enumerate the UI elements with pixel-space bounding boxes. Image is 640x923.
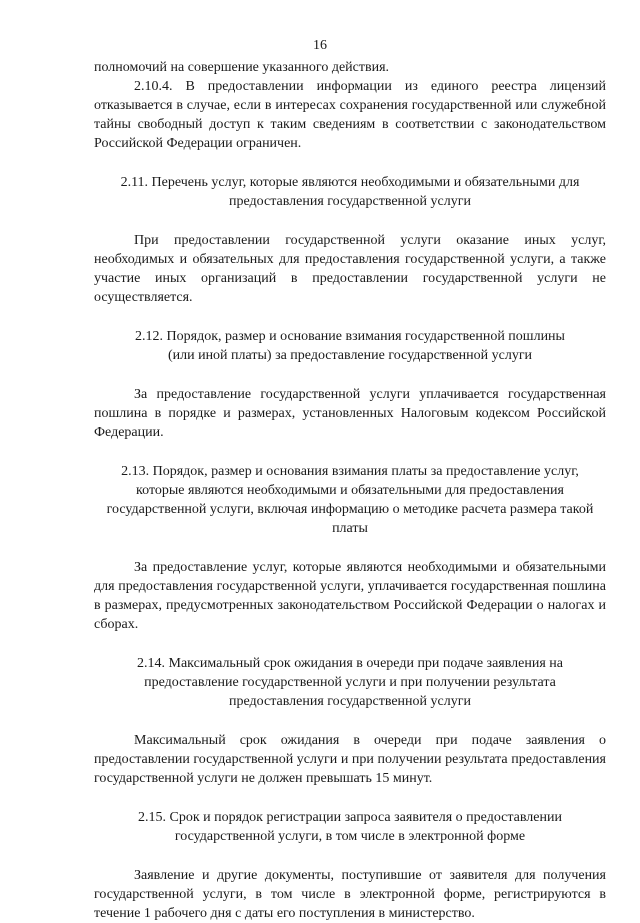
page-number: 16	[313, 38, 327, 53]
heading-2-15: 2.15. Срок и порядок регистрации запроса заявителя о предоставлении государственной услуги, в том числе в электронной форме	[138, 810, 562, 844]
paragraph-2-14: Максимальный срок ожидания в очереди при подаче заявления о предоставлении государственной услуги и при получении результата предоставления государственной услуги не должен превышать 15 минут.	[94, 733, 606, 786]
heading-2-14: 2.14. Максимальный срок ожидания в очереди при подаче заявления на предоставление государственной услуги и при получении результата предоставления государственной услуги	[137, 656, 563, 709]
document-body	[94, 58, 606, 923]
heading-2-11: 2.11. Перечень услуг, которые являются необходимыми и обязательными для предоставления государственной услуги	[120, 175, 580, 209]
heading-2-12: 2.12. Порядок, размер и основание взимания государственной пошлины (или иной платы) за предоставление государственной услуги	[135, 329, 565, 363]
paragraph-2-13: За предоставление услуг, которые являются необходимыми и обязательными для предоставления государственной услуги, уплачивается государственная пошлина в размерах, предусмотренных законодательством Российской Федерации о налогах и сборах.	[94, 560, 606, 632]
paragraph-2-10-4: 2.10.4. В предоставлении информации из единого реестра лицензий отказывается в случае, если в интересах сохранения государственной или служебной тайны свободный доступ к таким сведениям в соответствии с законодательством Российской Федерации ограничен.	[94, 79, 606, 151]
paragraph-2-12: За предоставление государственной услуги уплачивается государственная пошлина в порядке и размерах, установленных Налоговым кодексом Российской Федерации.	[94, 387, 606, 440]
paragraph-2-15: Заявление и другие документы, поступившие от заявителя для получения государственной услуги, в том числе в электронной форме, регистрируются в течение 1 рабочего дня с даты его поступления в министерство.	[94, 868, 606, 921]
paragraph-2-11: При предоставлении государственной услуги оказание иных услуг, необходимых и обязательных для предоставления государственной услуги, а также участие иных организаций в предоставлении государственной услуги не осуществляется.	[94, 233, 606, 305]
heading-2-13: 2.13. Порядок, размер и основания взимания платы за предоставление услуг, которые являются необходимыми и обязательными для предоставления государственной услуги, включая информацию о методике расчета размера такой платы	[106, 464, 594, 536]
paragraph-continuation: полномочий на совершение указанного действия.	[94, 60, 390, 75]
